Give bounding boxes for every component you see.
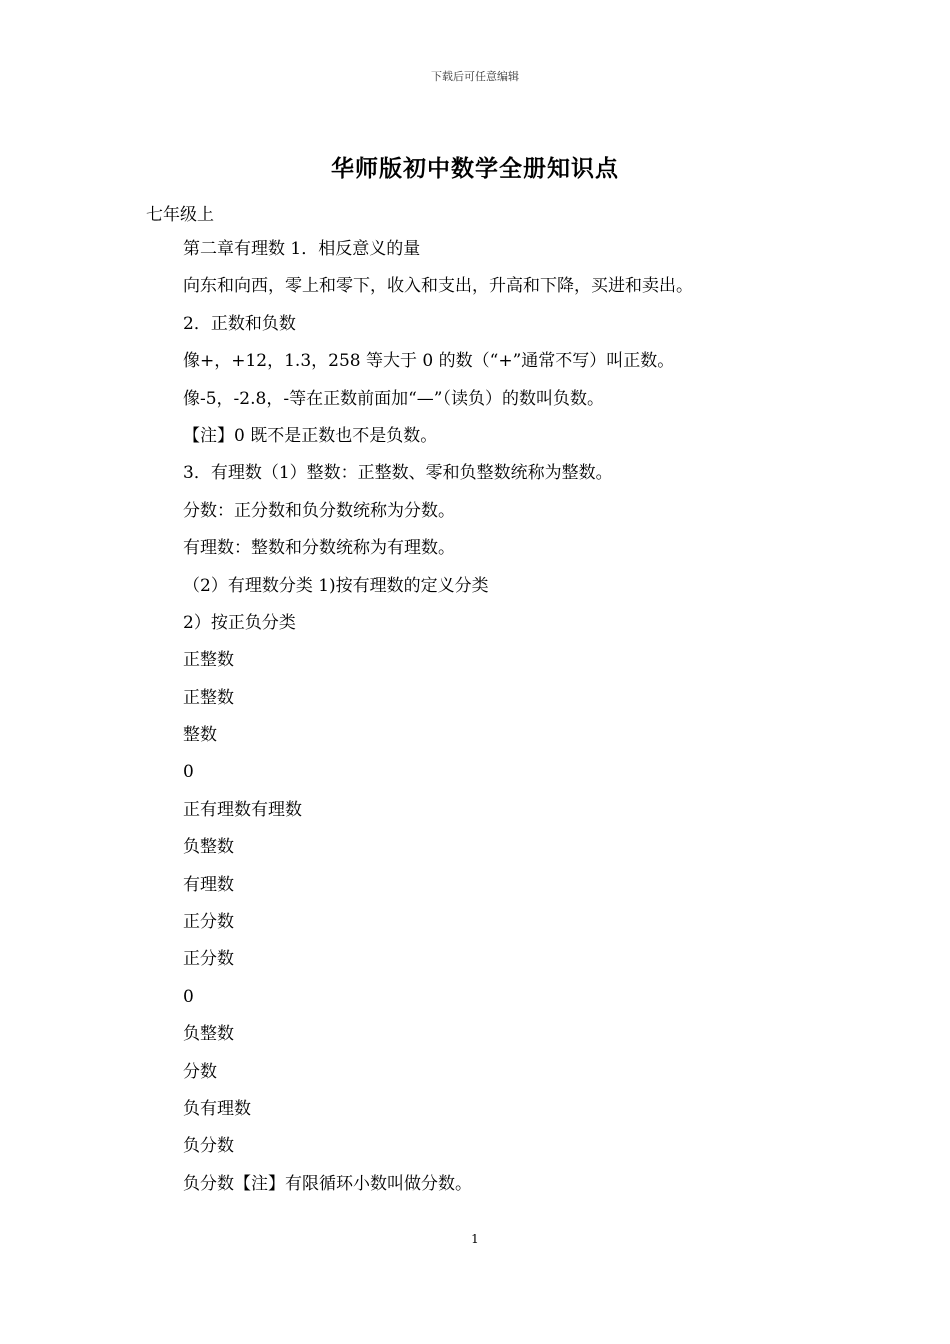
text-line: 向东和向西，零上和零下，收入和支出，升高和下降，买进和卖出。	[183, 276, 693, 297]
text-line: 2．正数和负数	[183, 313, 296, 334]
body-text	[183, 234, 823, 1206]
header-note: 下载后可任意编辑	[431, 70, 519, 83]
page-number: 1	[471, 1232, 479, 1246]
text-line: 3．有理数（1）整数：正整数、零和负整数统称为整数。	[183, 463, 613, 484]
document-title: 华师版初中数学全册知识点	[331, 155, 619, 182]
text-line: 正整数	[183, 650, 234, 671]
text-line: 负有理数	[183, 1098, 251, 1119]
text-line: 负分数	[183, 1136, 234, 1157]
text-line: （2）有理数分类 1)按有理数的定义分类	[183, 575, 489, 596]
section-heading: 七年级上	[146, 205, 214, 225]
text-line: 像-5，-2.8，-等在正数前面加“—”（读负）的数叫负数。	[183, 388, 604, 409]
text-line: 第二章有理数 1．相反意义的量	[183, 239, 421, 259]
text-line: 整数	[183, 725, 217, 746]
text-line: 有理数：整数和分数统称为有理数。	[183, 538, 455, 559]
text-line: 负整数	[183, 837, 234, 858]
text-line: 正分数	[183, 912, 234, 933]
text-line: 正有理数有理数	[183, 799, 302, 820]
text-line: 0	[183, 986, 194, 1007]
text-line: 像+，+12，1.3，258 等大于 0 的数（“+”通常不写）叫正数。	[183, 351, 675, 372]
text-line: 分数：正分数和负分数统称为分数。	[183, 500, 455, 521]
text-line: 有理数	[183, 874, 234, 895]
text-line: 正分数	[183, 949, 234, 970]
text-line: 0	[183, 762, 194, 783]
text-line: 分数	[183, 1061, 217, 1082]
text-line: 负分数【注】有限循环小数叫做分数。	[183, 1173, 472, 1194]
text-line: 负整数	[183, 1024, 234, 1045]
text-line: 正整数	[183, 687, 234, 708]
text-line: 【注】0 既不是正数也不是负数。	[183, 425, 438, 446]
text-line: 2）按正负分类	[183, 612, 296, 633]
